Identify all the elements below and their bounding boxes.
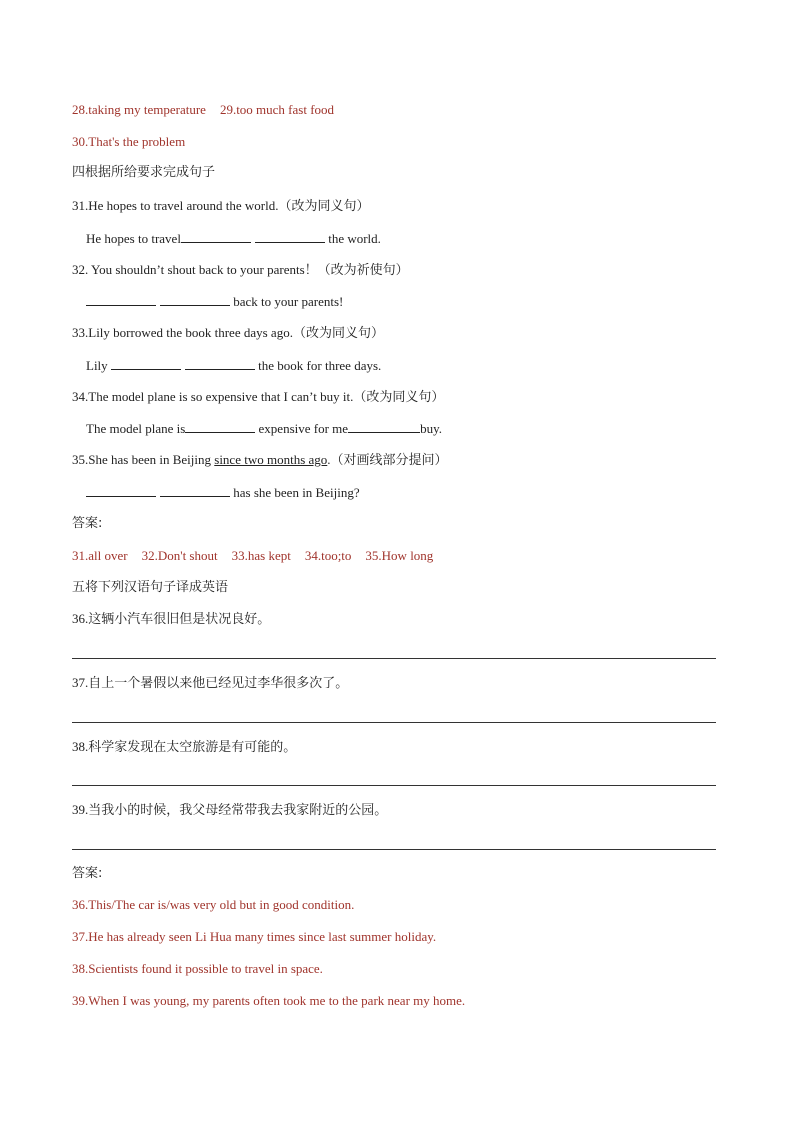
answer-rule-36[interactable] <box>72 658 716 659</box>
q35-underlined: since two months ago <box>214 452 328 467</box>
blank-33b[interactable] <box>185 356 255 370</box>
q35-tail: has she been in Beijing? <box>233 485 360 500</box>
blank-35b[interactable] <box>160 483 230 497</box>
q34-lead: The model plane is <box>86 421 186 436</box>
question-31-fill <box>86 229 381 248</box>
q31-tail: the world. <box>328 231 381 246</box>
q33-lead: Lily <box>86 358 108 373</box>
answer-rule-38[interactable] <box>72 785 716 786</box>
answer-36: 36.This/The car is/was very old but in good condition. <box>72 897 355 912</box>
question-35-fill <box>86 483 360 502</box>
answer-38: 38.Scientists found it possible to travel in space. <box>72 961 323 976</box>
answer-39: 39.When I was young, my parents often took me to the park near my home. <box>72 993 466 1008</box>
section4-answer-label: 答案: <box>72 516 103 531</box>
section5-title: 五将下列汉语句子译成英语 <box>72 580 229 595</box>
q33-tail: the book for three days. <box>258 358 382 373</box>
q35-suffix: .（对画线部分提问） <box>327 452 448 467</box>
answer-35: 35.How long <box>365 548 434 563</box>
blank-31a[interactable] <box>181 229 251 243</box>
answer-line-28-29 <box>72 101 334 119</box>
answer-32: 32.Don't shout <box>141 548 218 563</box>
q32-tail: back to your parents! <box>233 294 344 309</box>
answer-31: 31.all over <box>72 548 128 563</box>
q34-mid: expensive for me <box>258 421 349 436</box>
section4-answers <box>72 547 433 565</box>
blank-32b[interactable] <box>160 292 230 306</box>
question-38: 38.科学家发现在太空旅游是有可能的。 <box>72 739 297 754</box>
question-31: 31.He hopes to travel around the world.（改为同义句） <box>72 198 370 213</box>
question-33-fill <box>86 356 381 375</box>
blank-33a[interactable] <box>111 356 181 370</box>
answer-rule-37[interactable] <box>72 722 716 723</box>
answer-rule-39[interactable] <box>72 849 716 850</box>
blank-34a[interactable] <box>185 419 255 433</box>
blank-34b[interactable] <box>348 419 420 433</box>
blank-35a[interactable] <box>86 483 156 497</box>
answer-28: 28.taking my temperature <box>72 102 206 117</box>
q31-lead: He hopes to travel <box>86 231 181 246</box>
question-34: 34.The model plane is so expensive that I can’t buy it.（改为同义句） <box>72 389 445 404</box>
answer-30: 30.That's the problem <box>72 134 186 149</box>
question-37: 37.自上一个暑假以来他已经见过李华很多次了。 <box>72 675 349 690</box>
question-34-fill <box>86 419 442 438</box>
answer-33: 33.has kept <box>231 548 291 563</box>
q35-prefix: 35.She has been in Beijing <box>72 452 212 467</box>
section5-answer-label: 答案: <box>72 866 103 881</box>
answer-37: 37.He has already seen Li Hua many times since last summer holiday. <box>72 929 437 944</box>
answer-29: 29.too much fast food <box>219 102 335 117</box>
q34-tail: buy. <box>420 421 442 436</box>
question-32: 32. You shouldn’t shout back to your parents！（改为祈使句） <box>72 262 409 277</box>
answer-34: 34.too;to <box>304 548 352 563</box>
blank-31b[interactable] <box>255 229 325 243</box>
question-35 <box>72 451 448 469</box>
blank-32a[interactable] <box>86 292 156 306</box>
section4-title: 四根据所给要求完成句子 <box>72 165 216 180</box>
question-33: 33.Lily borrowed the book three days ago.（改为同义句） <box>72 325 384 340</box>
question-36: 36.这辆小汽车很旧但是状况良好。 <box>72 611 271 626</box>
question-39: 39.当我小的时候，我父母经常带我去我家附近的公园。 <box>72 802 388 817</box>
question-32-fill <box>86 292 343 311</box>
